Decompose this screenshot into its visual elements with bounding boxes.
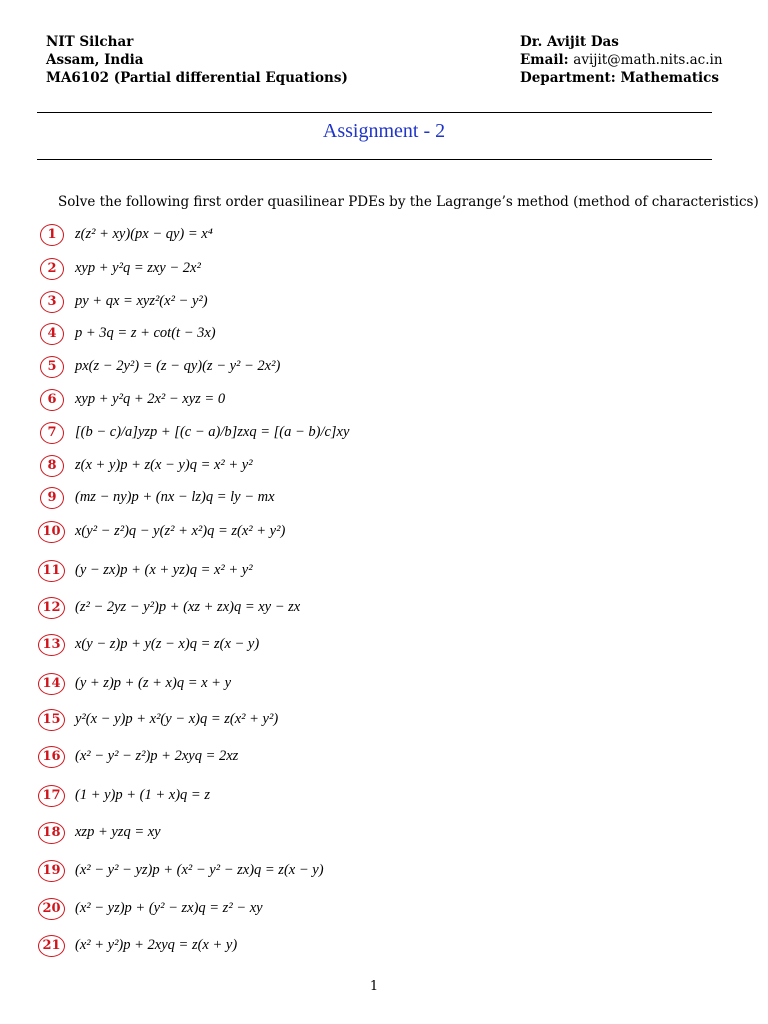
problem-equation: z(z² + xy)(px − qy) = x⁴ (75, 226, 213, 242)
problem-equation: xyp + y²q = zxy − 2x² (75, 260, 201, 276)
page-number: 1 (369, 979, 379, 994)
email-label: Email: (520, 52, 569, 68)
problem-number-badge: 9 (40, 487, 64, 509)
instructor-block (520, 33, 723, 87)
problem-number-badge: 16 (38, 746, 65, 768)
problem-equation: (y + z)p + (z + x)q = x + y (75, 675, 232, 691)
institution-location: Assam, India (46, 52, 144, 68)
problem-equation: (y − zx)p + (x + yz)q = x² + y² (75, 562, 253, 578)
problem-equation: z(x + y)p + z(x − y)q = x² + y² (75, 457, 253, 473)
problem-number-badge: 12 (38, 597, 65, 619)
title-rule-bottom (37, 159, 712, 160)
problem-equation: y²(x − y)p + x²(y − x)q = z(x² + y²) (75, 711, 279, 727)
problem-equation: py + qx = xyz²(x² − y²) (75, 293, 208, 309)
problem-number-badge: 20 (38, 898, 65, 920)
page-title: Assignment - 2 (322, 120, 446, 142)
problem-number-badge: 10 (38, 521, 65, 543)
problem-equation: xyp + y²q + 2x² − xyz = 0 (75, 391, 226, 407)
problem-number-badge: 21 (38, 935, 65, 957)
problem-number-badge: 17 (38, 785, 65, 807)
institution-name: NIT Silchar (46, 34, 134, 50)
problem-number-badge: 7 (40, 422, 64, 444)
problem-number-badge: 11 (38, 560, 65, 582)
problem-number-badge: 19 (38, 860, 65, 882)
problem-equation: x(y² − z²)q − y(z² + x²)q = z(x² + y²) (75, 523, 286, 539)
problem-number-badge: 4 (40, 323, 64, 345)
problem-equation: (x² + y²)p + 2xyq = z(x + y) (75, 937, 238, 953)
problem-number-badge: 14 (38, 673, 65, 695)
instructor-department (520, 69, 723, 87)
problem-equation: p + 3q = z + cot(t − 3x) (75, 325, 216, 341)
problem-number-badge: 1 (40, 224, 64, 246)
problem-equation: (1 + y)p + (1 + x)q = z (75, 787, 210, 803)
problem-equation: (x² − y² − z²)p + 2xyq = 2xz (75, 748, 239, 764)
instructor-name: Dr. Avijit Das (520, 34, 619, 50)
instructor-email (520, 51, 723, 69)
title-rule-top (37, 112, 712, 113)
problem-equation: xzp + yzq = xy (75, 824, 161, 840)
course-name: MA6102 (Partial differential Equations) (46, 70, 348, 86)
problem-equation: (x² − y² − yz)p + (x² − y² − zx)q = z(x − y) (75, 862, 324, 878)
problem-equation: px(z − 2y²) = (z − qy)(z − y² − 2x²) (75, 358, 281, 374)
problem-equation: (x² − yz)p + (y² − zx)q = z² − xy (75, 900, 263, 916)
problem-number-badge: 6 (40, 389, 64, 411)
problem-equation: x(y − z)p + y(z − x)q = z(x − y) (75, 636, 260, 652)
department-label: Department: (520, 70, 616, 86)
problem-number-badge: 5 (40, 356, 64, 378)
department-value: Mathematics (620, 70, 720, 86)
problem-equation: (mz − ny)p + (nx − lz)q = ly − mx (75, 489, 275, 505)
problem-equation: [(b − c)/a]yzp + [(c − a)/b]zxq = [(a − b)/c]xy (75, 424, 350, 440)
problem-number-badge: 18 (38, 822, 65, 844)
problem-number-badge: 2 (40, 258, 64, 280)
instructions: Solve the following first order quasilinear PDEs by the Lagrange’s method (method of characteristics) (58, 194, 759, 210)
problem-number-badge: 3 (40, 291, 64, 313)
institution-block (46, 33, 348, 87)
problem-number-badge: 8 (40, 455, 64, 477)
problem-number-badge: 13 (38, 634, 65, 656)
problem-equation: (z² − 2yz − y²)p + (xz + zx)q = xy − zx (75, 599, 301, 615)
page-header (46, 33, 723, 93)
email-value: avijit@math.nits.ac.in (573, 52, 723, 68)
problem-number-badge: 15 (38, 709, 65, 731)
